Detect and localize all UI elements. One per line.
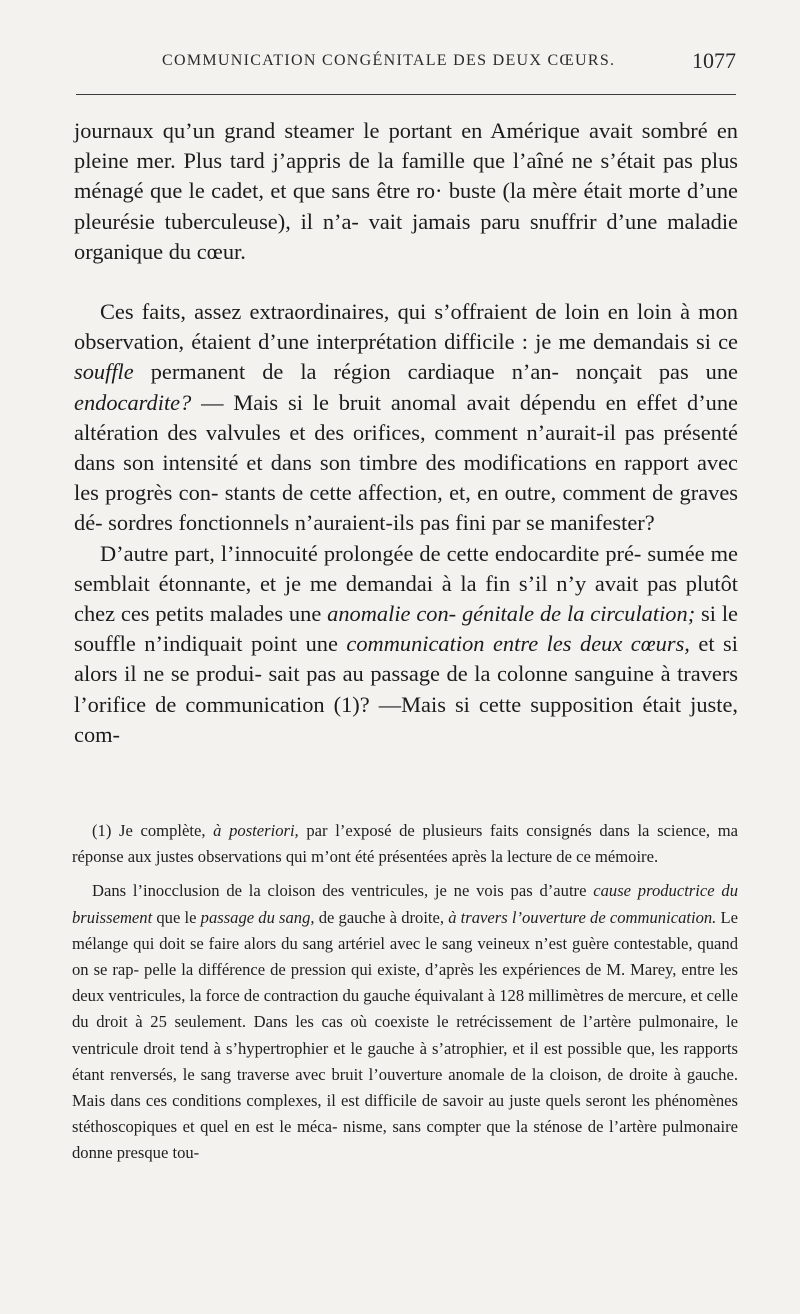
footnote-2-text-b: que le: [152, 907, 201, 927]
paragraph-2-text-a: Ces faits, assez extraordinaires, qui s’offraient de loin en loin à mon observation, étaient d’une interprétation difficile : je me demandais si ce: [74, 299, 738, 355]
paragraph-1: [74, 116, 738, 267]
footnotes: [72, 818, 738, 1167]
footnote-2-text-d: Le mélange qui doit se faire alors du sang artériel avec le sang veineux n’est guère contestable, quand on se rap- pelle la différence de pression qui existe, d’après les expériences de M. Marey, entre les deux ventricules, la force de contraction du gauche équivalant à 128 millimètres de mercure, et celle du droit à 25 seulement. Dans les cas où coexiste le retrécissement de l’artère pulmonaire, le ventricule droit tend à s’hypertrophier et le gauche à s’atrophier, et il est possible que, les rapports étant renversés, le sang traverse avec bruit l’ouverture anomale de la cloison, de droite à gauche. Mais dans ces conditions complexes, il est difficile de savoir au juste quels seront les phénomènes stéthoscopiques et quel en est le méca- nisme, sans compter que la sténose de l’artère pulmonaire donne presque tou-: [72, 907, 739, 1163]
footnote-2-italic-b: passage du sang,: [200, 907, 315, 927]
paragraph-gap: [74, 267, 738, 297]
paragraph-3-text-b: si le souffle n’indiquait point une: [74, 601, 738, 657]
paragraph-2: [74, 297, 738, 539]
running-title: COMMUNICATION CONGÉNITALE DES DEUX CŒURS.: [162, 52, 616, 69]
paragraph-3-text-c: et si alors il ne se produi- sait pas au passage de la colonne sanguine à travers l’orifice de communication (1)? —Mais si cette supposition était juste, com-: [74, 631, 738, 747]
footnote-2-text-c: de gauche à droite,: [314, 907, 449, 927]
footnote-2-italic-c: à travers l’ouverture de communication.: [448, 907, 717, 927]
main-text: [74, 116, 738, 750]
footnote-2-italic-a: cause productrice du bruissement: [72, 881, 738, 927]
paragraph-2-text-c: — Mais si le bruit anomal avait dépendu en effet d’une altération des valvules et des orifices, comment n’aurait-il pas présenté dans son intensité et dans son timbre des modifications en rapport avec les progrès con- stants de cette affection, et, en outre, comment de graves dé- sordres fonctionnels n’auraient-ils pas fini par se manifester?: [74, 389, 738, 536]
footnote-2: [72, 878, 738, 1166]
paragraph-3-italic-a: anomalie con- génitale de la circulation;: [327, 601, 696, 627]
paragraph-1-text: journaux qu’un grand steamer le portant en Amérique avait sombré en pleine mer. Plus tard j’appris de la famille que l’aîné ne s’était pas plus ménagé que le cadet, et que sans être ro· buste (la mère était morte d’une pleurésie tuberculeuse), il n’a- vait jamais paru snuffrir d’une maladie organique du cœur.: [74, 118, 738, 264]
paragraph-2-text-b: permanent de la région cardiaque n’an- nonçait pas une: [133, 359, 738, 385]
paragraph-3: [74, 539, 738, 750]
footnote-1-text-a: (1) Je complète,: [92, 821, 214, 840]
paragraph-3-text-a: D’autre part, l’innocuité prolongée de cette endocardite pré- sumée me semblait étonnante, et je me demandai à la fin s’il n’y avait pas plutôt chez ces petits malades une: [74, 540, 738, 627]
footnote-2-text-a: Dans l’inocclusion de la cloison des ventricules, je ne vois pas d’autre: [92, 881, 594, 901]
footnote-1-text-b: par l’exposé de plusieurs faits consignés dans la science, ma réponse aux justes observations qui m’ont été présentées après la lecture de ce mémoire.: [72, 821, 738, 867]
header-rule: [76, 94, 736, 95]
paragraph-2-italic-b: endocardite?: [74, 389, 192, 415]
page-number: 1077: [692, 48, 736, 73]
paragraph-3-italic-b: communication entre les deux cœurs,: [346, 631, 690, 657]
page-header: [76, 48, 740, 76]
footnote-1-italic: à posteriori,: [213, 821, 299, 840]
footnote-1: [72, 818, 738, 870]
paragraph-2-italic-a: souffle: [74, 359, 134, 385]
